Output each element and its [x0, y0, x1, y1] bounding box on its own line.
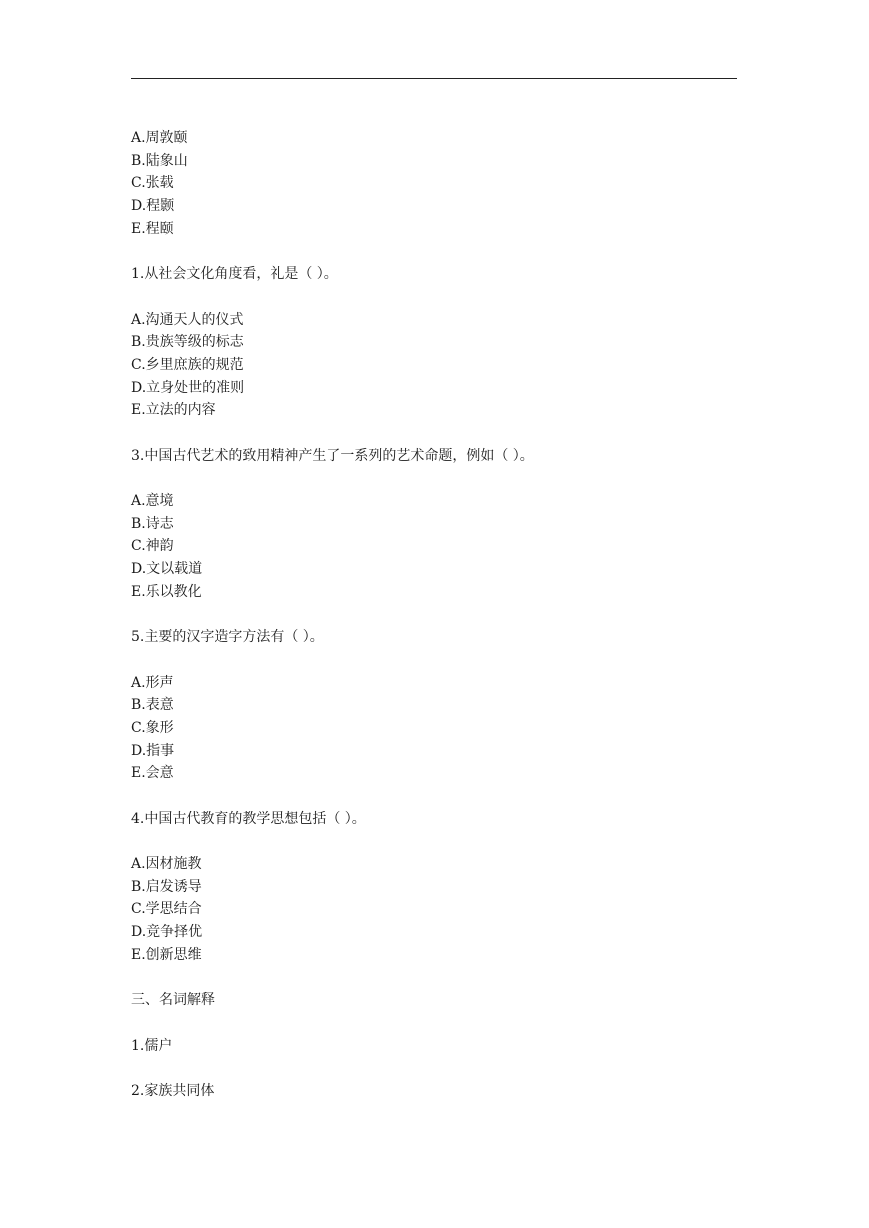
option-a: A.意境 — [131, 493, 174, 509]
spacer — [131, 785, 737, 808]
spacer — [131, 467, 737, 490]
option-d: D.竞争择优 — [131, 924, 203, 941]
option-e: E.会意 — [131, 765, 174, 782]
option-c: C.张载 — [131, 175, 174, 192]
spacer — [131, 830, 737, 853]
question-text: 3.中国古代艺术的致用精神产生了一系列的艺术命题，例如（ ）。 — [131, 447, 534, 464]
question-block — [131, 626, 737, 785]
option-b: B.贵族等级的标志 — [131, 334, 244, 351]
section-heading: 三、名词解释 — [131, 992, 215, 1009]
question-block — [131, 808, 737, 967]
term-item: 1.儒户 — [131, 1037, 173, 1054]
option-a: A.周敦颐 — [131, 130, 188, 146]
option-e: E.创新思维 — [131, 946, 202, 963]
spacer — [131, 286, 737, 309]
spacer — [131, 966, 737, 989]
question-text: 1.从社会文化角度看，礼是（ ）。 — [131, 266, 338, 283]
option-b: B.表意 — [131, 697, 174, 714]
option-group — [131, 127, 737, 240]
option-d: D.指事 — [131, 742, 175, 759]
option-c: C.神韵 — [131, 538, 174, 555]
option-d: D.立身处世的准则 — [131, 379, 245, 396]
spacer — [131, 422, 737, 445]
option-b: B.启发诱导 — [131, 878, 202, 895]
spacer — [131, 1012, 737, 1035]
question-block — [131, 263, 737, 422]
option-e: E.乐以教化 — [131, 583, 202, 600]
option-b: B.诗志 — [131, 515, 174, 532]
question-text: 5.主要的汉字造字方法有（ ）。 — [131, 629, 324, 646]
spacer — [131, 649, 737, 672]
option-d: D.程颢 — [131, 198, 175, 215]
option-e: E.立法的内容 — [131, 402, 216, 419]
question-text: 4.中国古代教育的教学思想包括（ ）。 — [131, 810, 366, 827]
spacer — [131, 240, 737, 263]
spacer — [131, 603, 737, 626]
option-a: A.形声 — [131, 674, 174, 691]
option-c: C.乡里庶族的规范 — [131, 356, 244, 373]
header-rule — [131, 78, 737, 79]
option-a: A.沟通天人的仪式 — [131, 311, 244, 328]
option-d: D.文以载道 — [131, 561, 203, 578]
spacer — [131, 1057, 737, 1080]
option-c: C.学思结合 — [131, 901, 202, 918]
question-block — [131, 445, 737, 604]
option-e: E.程颐 — [131, 220, 174, 237]
document-content — [131, 127, 737, 1103]
option-a: A.因材施教 — [131, 856, 202, 872]
option-b: B.陆象山 — [131, 152, 188, 169]
term-item: 2.家族共同体 — [131, 1082, 215, 1099]
option-c: C.象形 — [131, 719, 174, 736]
